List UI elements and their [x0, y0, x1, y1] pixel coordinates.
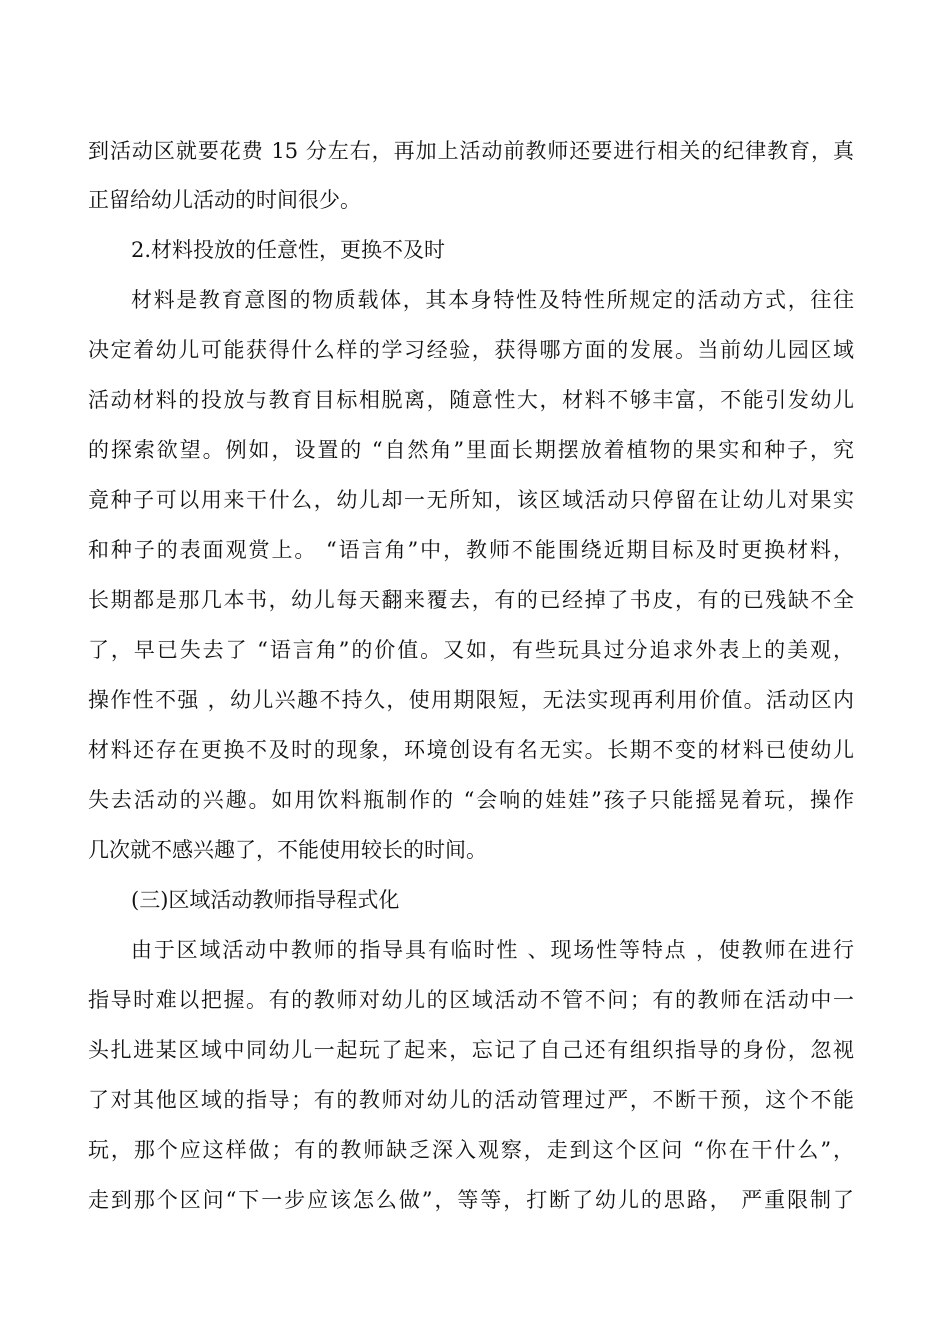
text-line — [0, 783, 950, 817]
text-line-content: 和种子的表面观赏上。 “语言角”中，教师不能围绕近期目标及时更换材料， — [88, 538, 854, 562]
text-line — [0, 583, 950, 617]
text-line-content: 玩，那个应这样做；有的教师缺乏深入观察，走到这个区问 “你在干什么”， — [88, 1138, 854, 1162]
text-line — [0, 1133, 950, 1167]
text-line-content: 操作性不强 ，幼儿兴趣不持久，使用期限短，无法实现再利用价值。活动区内 — [88, 688, 854, 712]
text-line-content: 决定着幼儿可能获得什么样的学习经验，获得哪方面的发展。当前幼儿园区域 — [88, 338, 854, 362]
text-line-content: 到活动区就要花费 15 分左右，再加上活动前教师还要进行相关的纪律教育，真 — [88, 139, 854, 163]
text-line — [0, 933, 950, 967]
text-line-content: 的探索欲望。例如，设置的 “自然角”里面长期摆放着植物的果实和种子，究 — [88, 438, 854, 462]
section-heading — [0, 233, 950, 267]
text-line — [0, 1183, 950, 1217]
text-line — [0, 433, 950, 467]
text-line-content: 正留给幼儿活动的时间很少。 — [88, 188, 361, 212]
section-heading — [0, 883, 950, 917]
text-line — [0, 383, 950, 417]
text-line-content: 指导时难以把握。有的教师对幼儿的区域活动不管不问；有的教师在活动中一 — [88, 988, 854, 1012]
text-line-content: 材料还存在更换不及时的现象，环境创设有名无实。长期不变的材料已使幼儿 — [88, 738, 854, 762]
text-line-content: 活动材料的投放与教育目标相脱离，随意性大，材料不够丰富，不能引发幼儿 — [88, 388, 854, 412]
section-heading-text: 2.材料投放的任意性，更换不及时 — [131, 238, 446, 262]
text-line-content: 几次就不感兴趣了，不能使用较长的时间。 — [88, 838, 487, 862]
text-line — [0, 333, 950, 367]
text-line — [0, 633, 950, 667]
text-line-content: 了，早已失去了 “语言角”的价值。又如，有些玩具过分追求外表上的美观， — [88, 638, 854, 662]
text-line — [0, 483, 950, 517]
text-line-content: 竟种子可以用来干什么，幼儿却一无所知，该区域活动只停留在让幼儿对果实 — [88, 488, 854, 512]
text-line-content: 材料是教育意图的物质载体，其本身特性及特性所规定的活动方式，往往 — [131, 288, 854, 312]
text-line-content: 了对其他区域的指导；有的教师对幼儿的活动管理过严，不断干预，这个不能 — [88, 1088, 854, 1112]
text-line — [0, 1033, 950, 1067]
text-line — [0, 283, 950, 317]
text-line-content: 走到那个区问“下一步应该怎么做”，等等，打断了幼儿的思路， 严重限制了 — [88, 1188, 854, 1212]
text-line — [0, 1083, 950, 1117]
text-line — [0, 733, 950, 767]
text-line — [0, 134, 950, 168]
text-line-content: 失去活动的兴趣。如用饮料瓶制作的 “会响的娃娃”孩子只能摇晃着玩，操作 — [88, 788, 854, 812]
text-line — [0, 683, 950, 717]
text-line-content: 头扎进某区域中同幼儿一起玩了起来，忘记了自己还有组织指导的身份，忽视 — [88, 1038, 854, 1062]
text-line — [0, 183, 950, 217]
text-line-content: 长期都是那几本书，幼儿每天翻来覆去，有的已经掉了书皮，有的已残缺不全 — [88, 588, 854, 612]
text-line-content: 由于区域活动中教师的指导具有临时性 、现场性等特点 ，使教师在进行 — [131, 938, 854, 962]
section-heading-text: (三)区域活动教师指导程式化 — [131, 888, 400, 912]
text-line — [0, 983, 950, 1017]
text-line — [0, 833, 950, 867]
text-line — [0, 533, 950, 567]
